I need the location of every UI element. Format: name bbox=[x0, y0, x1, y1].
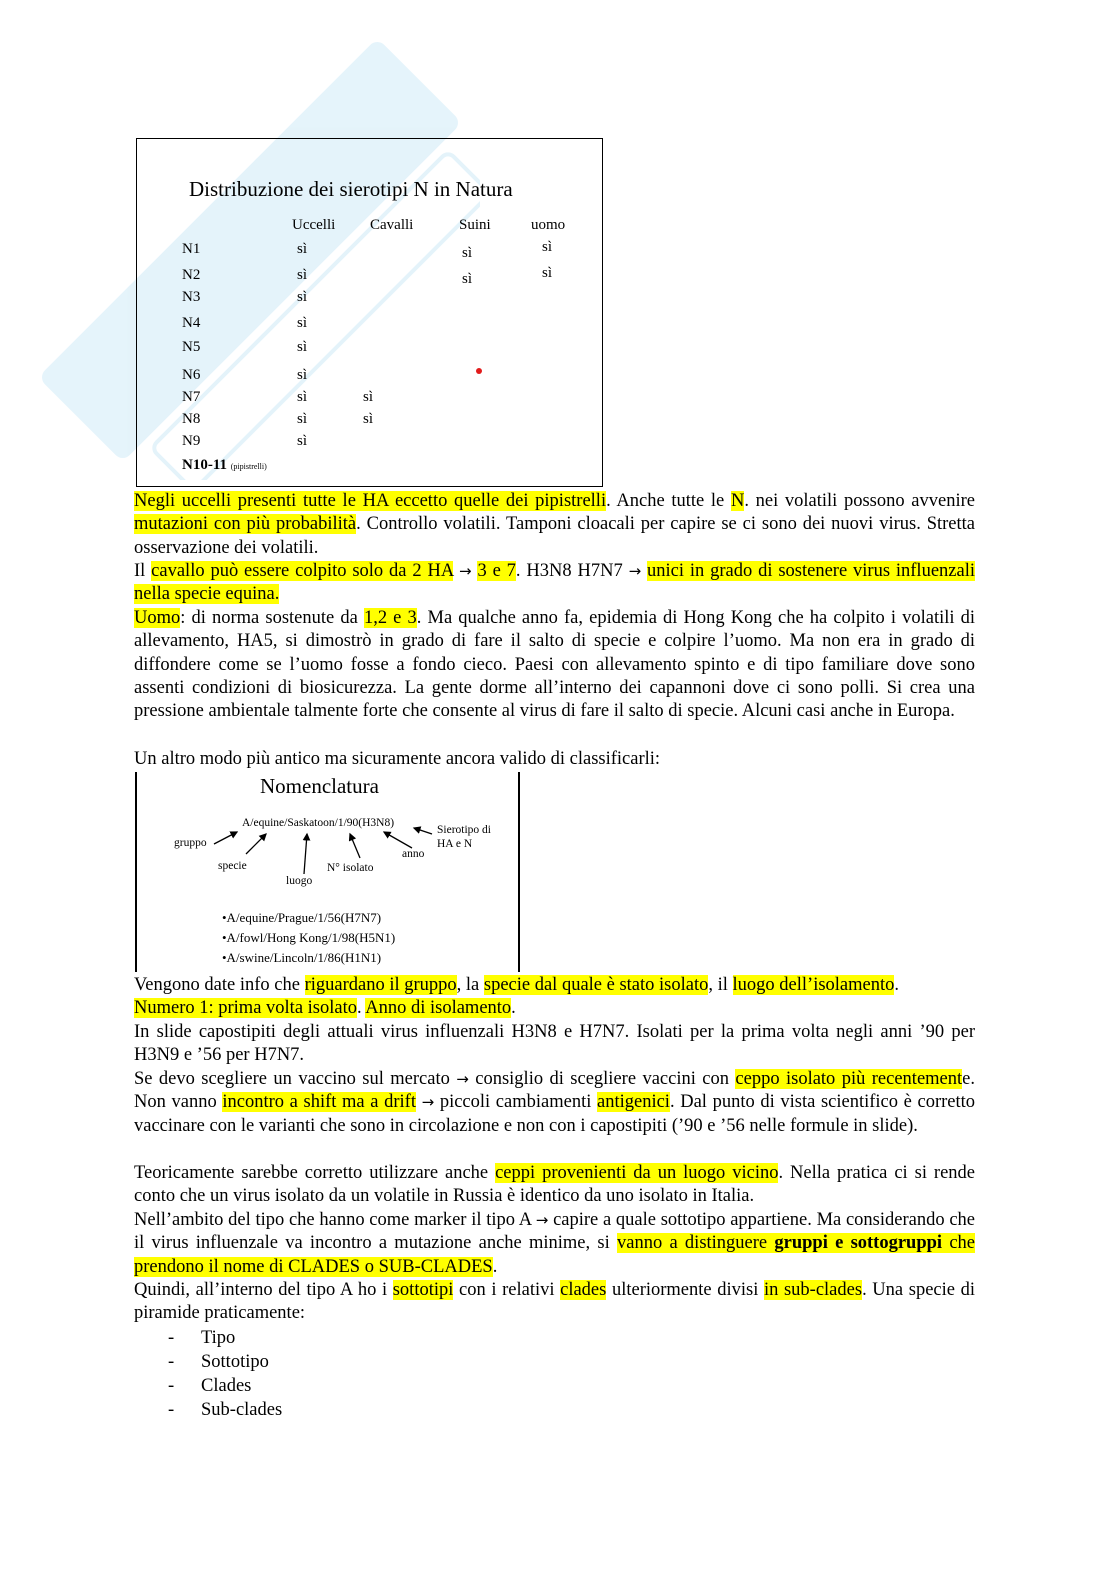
row-label: N1 bbox=[182, 241, 201, 257]
label-n-isolato: N° isolato bbox=[327, 862, 374, 874]
row-label: N3 bbox=[182, 289, 201, 305]
table-cell: sì bbox=[297, 289, 308, 305]
table-cell: sì bbox=[297, 241, 308, 257]
label-specie: specie bbox=[218, 860, 247, 872]
paragraph-pyramid: Quindi, all’interno del tipo A ho i sottotipi con i relativi clades ulteriormente divisi in sub-clades. Una specie di piramide praticamente: bbox=[134, 1280, 975, 1324]
example-strain-2: •A/fowl/Hong Kong/1/98(H5N1) bbox=[222, 930, 396, 945]
row-label: N7 bbox=[182, 389, 201, 405]
table-cell: sì bbox=[297, 267, 308, 283]
table-cell: sì bbox=[297, 367, 308, 383]
nomenclature-slide bbox=[134, 772, 520, 972]
strain-name-example: A/equine/Saskatoon/1/90(H3N8) bbox=[242, 817, 395, 829]
table-cell: sì bbox=[297, 315, 308, 331]
serotype-distribution-slide bbox=[136, 138, 603, 487]
paragraph-horse: Il cavallo può essere colpito solo da 2 HA → 3 e 7. H3N8 H7N7 → unici in grado di sostenere virus influenzali nella specie equina. bbox=[134, 561, 975, 605]
col-header-uccelli: Uccelli bbox=[292, 217, 336, 233]
row-label: N2 bbox=[182, 267, 201, 283]
table-cell: sì bbox=[297, 389, 308, 405]
row-label: N8 bbox=[182, 411, 201, 427]
list-item-sub-clades: - Sub-clades bbox=[168, 1400, 283, 1420]
slide1-title: Distribuzione dei sierotipi N in Natura bbox=[189, 177, 513, 201]
paragraph-vaccine: Se devo scegliere un vaccino sul mercato → consiglio di scegliere vaccini con ceppo isolato più recentemente. Non vanno incontro a shift ma a drift → piccoli cambiamenti antigenici. Dal punto di vista scientifico è corretto vaccinare con le varianti che sono in circolazione e non con i capostipiti (’90 e ’56 nelle formule in slide). bbox=[134, 1069, 976, 1136]
label-sierotipo-2: HA e N bbox=[437, 838, 473, 850]
paragraph-nearby-strains: Teoricamente sarebbe corretto utilizzare anche ceppi provenienti da un luogo vicino. Nella pratica ci si rende conto che un virus isolato da un volatile in Russia è identico da uno isolato in Italia. bbox=[134, 1163, 975, 1207]
paragraph-classification-intro: Un altro modo più antico ma sicuramente ancora valido di classificarli: bbox=[134, 749, 661, 769]
slide2-title: Nomenclatura bbox=[260, 774, 379, 798]
table-cell: sì bbox=[462, 271, 473, 287]
paragraph-birds: Negli uccelli presenti tutte le HA eccetto quelle dei pipistrelli. Anche tutte le N. nei volatili possono avvenire mutazioni con più probabilità. Controllo volatili. Tamponi cloacali per capire se ci sono dei nuovi virus. Stretta osservazione dei volatili. bbox=[134, 491, 975, 558]
red-dot bbox=[476, 368, 482, 374]
example-strain-3: •A/swine/Lincoln/1/86(H1N1) bbox=[222, 950, 382, 965]
paragraph-clades: Nell’ambito del tipo che hanno come marker il tipo A → capire a quale sottotipo appartiene. Ma considerando che il virus influenzale va incontro a mutazione anche minime, si vanno a distinguere gruppi e sottogruppi che prendono il nome di CLADES o SUB-CLADES. bbox=[134, 1210, 976, 1277]
label-anno: anno bbox=[402, 848, 425, 860]
row-label: N9 bbox=[182, 433, 201, 449]
table-cell: sì bbox=[363, 411, 374, 427]
col-header-uomo: uomo bbox=[531, 217, 566, 233]
table-cell: sì bbox=[297, 411, 308, 427]
list-item-clades: - Clades bbox=[168, 1376, 252, 1396]
col-header-cavalli: Cavalli bbox=[370, 217, 414, 233]
paragraph-info: Vengono date info che riguardano il gruppo, la specie dal quale è stato isolato, il luogo dell’isolamento. Numero 1: prima volta isolato. Anno di isolamento. bbox=[134, 975, 900, 1019]
row-label: N4 bbox=[182, 315, 201, 331]
label-luogo: luogo bbox=[286, 875, 313, 887]
table-cell: sì bbox=[363, 389, 374, 405]
table-cell: sì bbox=[297, 339, 308, 355]
table-cell: sì bbox=[297, 433, 308, 449]
table-cell: sì bbox=[542, 265, 553, 281]
list-item-sottotipo: - Sottotipo bbox=[168, 1352, 269, 1372]
col-header-suini: Suini bbox=[459, 217, 491, 233]
row-label-n10-11: N10-11 (pipistrelli) bbox=[182, 457, 267, 473]
list-item-tipo: - Tipo bbox=[168, 1328, 236, 1348]
paragraph-human: Uomo: di norma sostenute da 1,2 e 3. Ma qualche anno fa, epidemia di Hong Kong che ha colpito i volatili di allevamento, HA5, si dimostrò in grado di fare il salto di specie e colpire l’uomo. Ma non era in grado di diffondere come se l’uomo fosse a fondo cieco. Paesi con allevamento spinto e di tipo familiare dove sono assenti condizioni di biosicurezza. La gente dorme all’interno dei capannoni dove ci sono polli. Si crea una pressione ambientale talmente forte che consente al virus di fare il salto di specie. Alcuni casi anche in Europa. bbox=[134, 608, 976, 722]
row-label: N6 bbox=[182, 367, 201, 383]
table-cell: sì bbox=[542, 239, 553, 255]
label-sierotipo-1: Sierotipo di bbox=[437, 824, 491, 836]
table-cell: sì bbox=[462, 245, 473, 261]
row-label: N5 bbox=[182, 339, 201, 355]
example-strain-1: •A/equine/Prague/1/56(H7N7) bbox=[222, 910, 382, 925]
paragraph-capostipiti: In slide capostipiti degli attuali virus influenzali H3N8 e H7N7. Isolati per la prima volta negli anni ’90 per H3N9 e ’56 per H7N7. bbox=[134, 1022, 975, 1066]
label-gruppo: gruppo bbox=[174, 837, 207, 849]
